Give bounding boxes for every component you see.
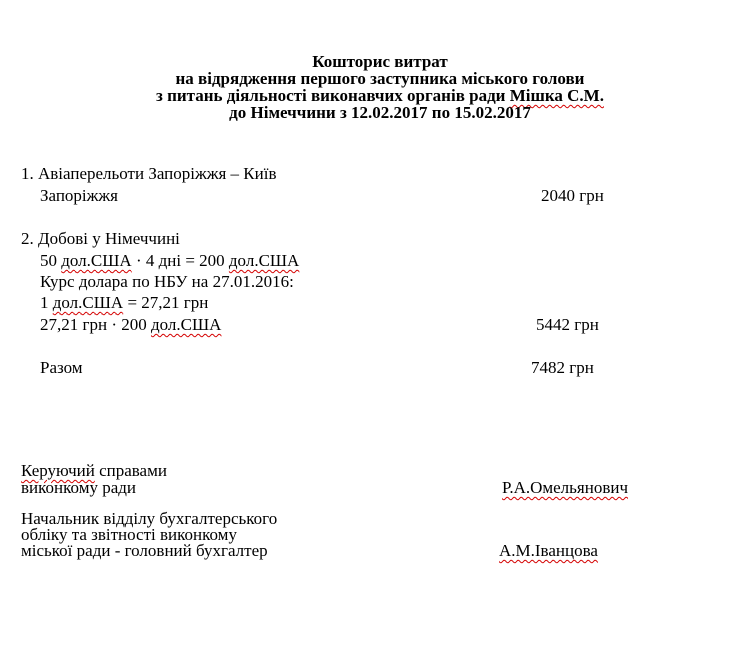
document-title <box>0 53 733 121</box>
item-2-line-3: Курс долара по НБУ на 27.01.2016: <box>40 272 294 291</box>
title-line-3-text: з питань діяльності виконавчих органів ради <box>156 86 510 105</box>
title-official-name: Мішка С.М. <box>509 86 604 105</box>
item-2-line-5-currency: дол.США <box>150 315 222 334</box>
item-1-line-2: Запоріжжя <box>40 186 118 205</box>
accountant-title-line-2: обліку та звітності виконкому <box>21 525 237 544</box>
manager-title-line-2: виконкому ради <box>21 478 136 497</box>
manager-title-rest: справами <box>94 461 167 480</box>
item-2-line-4-a: 1 <box>40 293 53 312</box>
manager-name: Р.А.Омельянович <box>502 478 629 497</box>
item-2-amount: 5442 грн <box>536 315 599 334</box>
item-2-line-4-currency: дол.США <box>52 293 124 312</box>
item-2-line-2 <box>40 251 299 271</box>
accountant-name: А.М.Іванцова <box>499 541 598 560</box>
accountant-title-line-1: Начальник відділу бухгалтерського <box>21 509 278 528</box>
title-line-3 <box>0 87 733 104</box>
total-label: Разом <box>40 358 83 377</box>
item-2-line-5 <box>40 315 221 335</box>
item-2-line-2-c: · 4 дні = 200 <box>131 251 229 270</box>
item-2-line-2-a: 50 <box>40 251 62 270</box>
manager-title-line-1 <box>21 462 167 479</box>
item-2-line-2-currency-2: дол.США <box>228 251 300 270</box>
manager-title-word: Керуючий <box>21 461 95 480</box>
item-2-line-1: 2. Добові у Німеччині <box>21 229 180 248</box>
title-line-1: Кошторис витрат <box>312 52 448 71</box>
item-2-line-4-c: = 27,21 грн <box>123 293 209 312</box>
item-1-line-1: 1. Авіаперельоти Запоріжжя – Київ <box>21 164 277 183</box>
total-amount: 7482 грн <box>531 358 594 377</box>
item-2-line-2-currency-1: дол.США <box>61 251 132 270</box>
title-line-2: на відрядження першого заступника міського голови <box>175 69 585 88</box>
title-line-4: до Німеччини з 12.02.2017 по 15.02.2017 <box>229 103 531 122</box>
item-2-line-4 <box>40 293 208 313</box>
item-1-amount: 2040 грн <box>541 186 604 205</box>
accountant-title-line-3: міської ради - головний бухгалтер <box>21 541 268 560</box>
item-2-line-5-a: 27,21 грн · 200 <box>40 315 151 334</box>
